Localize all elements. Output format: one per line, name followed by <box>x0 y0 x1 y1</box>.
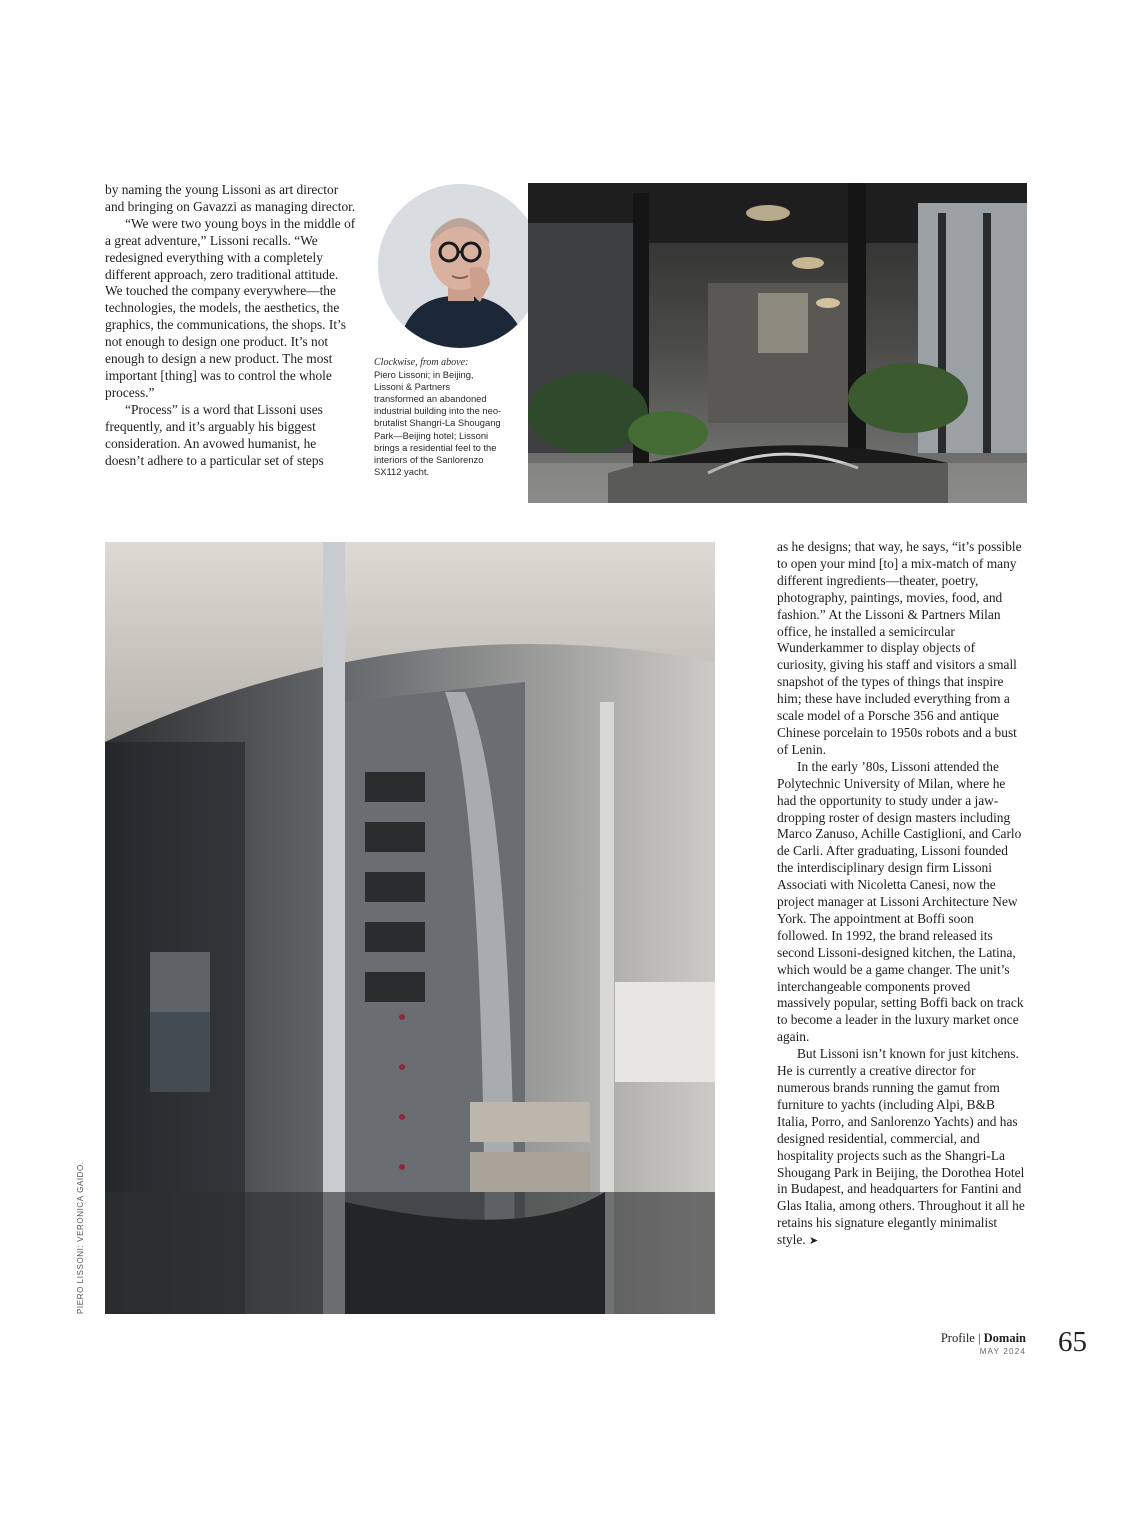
page-folio <box>941 1331 1026 1356</box>
paragraph: “We were two young boys in the middle of a great adventure,” Lissoni recalls. “We redesigned everything with a completely different approach, zero traditional attitude. We touched the company everywhere—the technologies, the models, the aesthetics, the graphics, the communications, the shops. It’s not enough to design one product. It’s not enough to design a new product. The most important [thing] was to control the whole process.” <box>105 215 356 400</box>
section-name: Profile <box>940 1331 975 1345</box>
paragraph: In the early ’80s, Lissoni attended the Polytechnic University of Milan, where he had the opportunity to study under a jaw-dropping roster of design masters including Marco Zanuso, Achille Castiglioni, and Carlo de Carli. After graduating, Lissoni founded the interdisciplinary design firm Lissoni Associati with Nicoletta Canesi, now the project manager at Lissoni Architecture New York. The appointment at Boffi soon followed. In 1992, the brand released its second Lissoni-designed kitchen, the Latina, which would be a game changer. The unit’s interchangeable components proved massively popular, setting Boffi back on track to become a leader in the luxury market once again. <box>777 758 1024 1045</box>
article-column-2 <box>777 539 1027 1250</box>
caption-text: Piero Lissoni; in Beijing, Lissoni & Partners transformed an abandoned industrial building into the neo-brutalist Shangri-La Shougang Park—Beijing hotel; Lissoni brings a residential feel to the interiors of the Sanlorenzo SX112 yacht. <box>374 369 502 477</box>
photo-caption <box>374 356 502 478</box>
issue-date: MAY 2024 <box>979 1347 1026 1356</box>
photo-credit: PIERO LISSONI: VERONICA GAIDO. <box>76 1161 85 1314</box>
paragraph <box>777 1046 1027 1250</box>
end-mark-icon: ➤ <box>809 1234 819 1248</box>
portrait-photo <box>378 184 542 348</box>
caption-lead: Clockwise, from above: <box>374 357 469 368</box>
yacht-interior-photo <box>105 542 715 1314</box>
paragraph-text: But Lissoni isn’t known for just kitchens. He is currently a creative director for numerous brands running the gamut from furniture to yachts (including Alpi, B&B Italia, Porro, and Sanlorenzo Yachts) and has designed residential, commercial, and hospitality projects such as the Shangri-La Shougang Park in Beijing, the Dorothea Hotel in Budapest, and headquarters for Fantini and Glas Italia, among others. Throughout it all he retains his signature elegantly minimalist style. <box>777 1046 1025 1248</box>
folio-separator: | <box>977 1331 981 1345</box>
paragraph: “Process” is a word that Lissoni uses frequently, and it’s arguably his biggest consideration. An avowed humanist, he doesn’t adhere to a particular set of steps <box>105 401 324 468</box>
magazine-name: Domain <box>983 1331 1026 1345</box>
article-column-1 <box>105 182 357 469</box>
page-number: 65 <box>1058 1326 1087 1358</box>
paragraph: as he designs; that way, he says, “it’s possible to open your mind [to] a mix-match of many different ingredients—theater, poetry, photography, paintings, movies, food, and fashion.” At the Lissoni & Partners Milan office, he installed a semicircular Wunderkammer to display objects of curiosity, giving his staff and visitors a small snapshot of the types of things that inspire him; these have included everything from a scale model of a Porsche 356 and antique Chinese porcelain to 1950s robots and a bust of Lenin. <box>777 539 1022 757</box>
hotel-interior-photo <box>528 183 1027 503</box>
paragraph: by naming the young Lissoni as art director and bringing on Gavazzi as managing director. <box>105 182 356 214</box>
